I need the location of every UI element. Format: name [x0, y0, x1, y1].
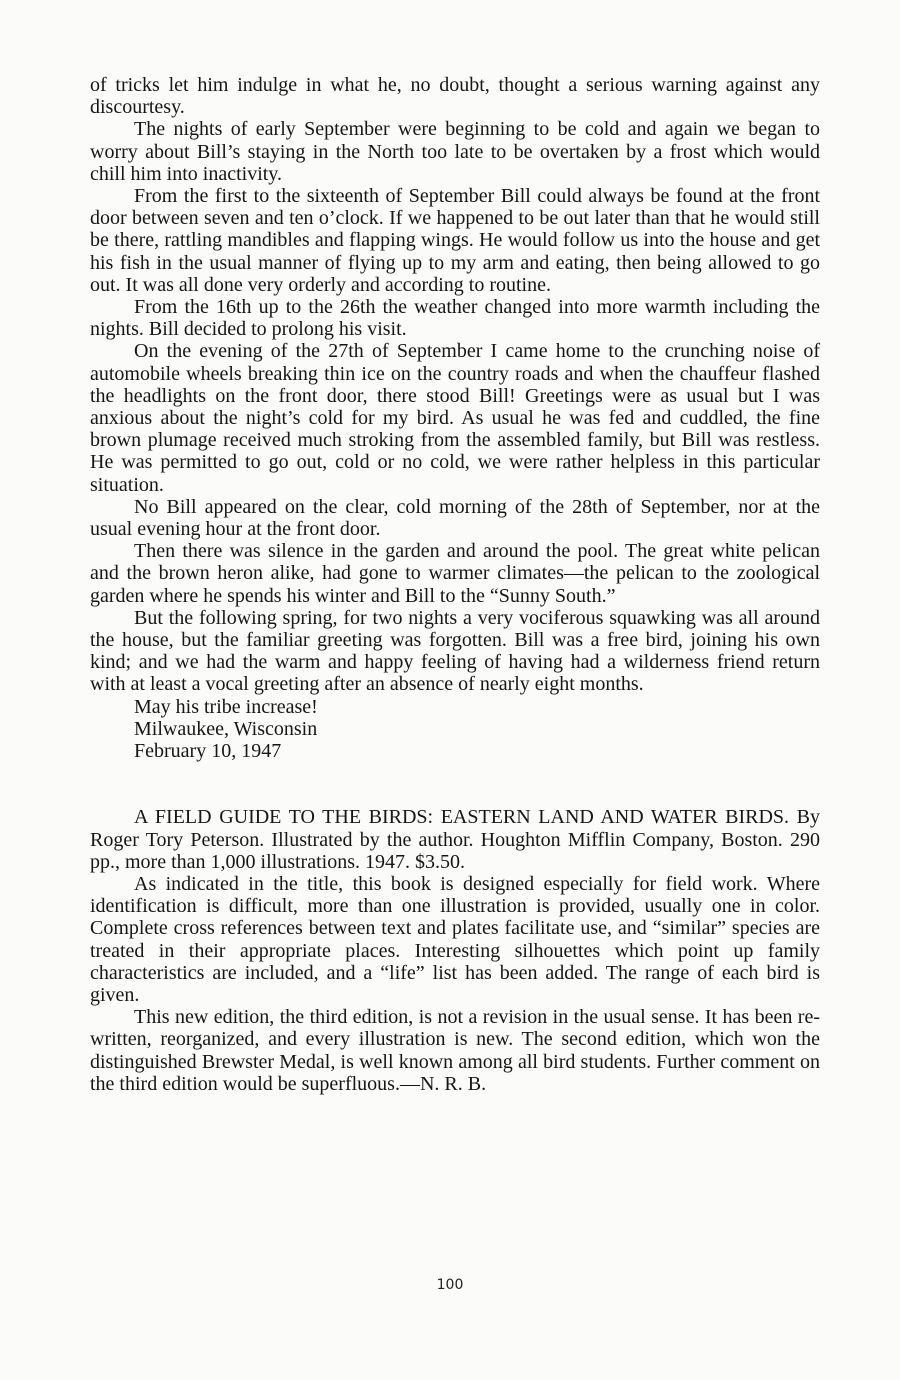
- page-number: 100: [436, 1277, 464, 1293]
- review-heading: A FIELD GUIDE TO THE BIRDS: EASTERN LAND AND WATER BIRDS. By Roger Tory Peterson. Illustrated by the author. Houghton Mifflin Company, Boston. 290 pp., more than 1,000 illustrations. 1947. $3.50.: [90, 806, 820, 873]
- closing-line: May his tribe increase!: [134, 695, 318, 718]
- article-paragraph: But the following spring, for two nights a very vociferous squawking was all around the house, but the familiar greeting was forgotten. Bill was a free bird, joining his own kind; and we had the warm and happy feeling of having had a wilderness friend return with at least a vocal greeting after an absence of nearly eight months.: [90, 606, 820, 696]
- article-paragraph: of tricks let him indulge in what he, no doubt, thought a serious warning against any discourtesy.: [90, 74, 820, 119]
- review-paragraph: This new edition, the third edition, is not a revision in the usual sense. It has been re-written, reorganized, and every illustration is new. The second edition, which won the distinguished Brewster Medal, is well known among all bird students. Further comment on the third edition would be superfluous.—N. R. B.: [90, 1006, 820, 1095]
- article-paragraph: From the first to the sixteenth of September Bill could always be found at the front door between seven and ten o’clock. If we happened to be out later than that he would still be there, rattling mandibles and flapping wings. He would follow us into the house and get his fish in the usual manner of flying up to my arm and eating, then being allowed to go out. It was all done very orderly and according to routine.: [90, 185, 820, 296]
- text-column: [90, 74, 820, 1095]
- article-paragraph: On the evening of the 27th of September I came home to the crunching noise of automobile wheels breaking thin ice on the country roads and when the chauffeur flashed the headlights on the front door, there stood Bill! Greetings were as usual but I was anxious about the night’s cold for my bird. As usual he was fed and cuddled, the fine brown plumage received much stroking from the assembled family, but Bill was restless. He was permitted to go out, cold or no cold, we were rather helpless in this particular situation.: [90, 340, 820, 496]
- signature-place: Milwaukee, Wisconsin: [134, 717, 318, 740]
- article-paragraph: Then there was silence in the garden and around the pool. The great white pelican and the brown heron alike, had gone to warmer climates—the pelican to the zoological garden where he spends his winter and Bill to the “Sunny South.”: [90, 540, 820, 607]
- review-paragraph: As indicated in the title, this book is designed especially for field work. Where identification is difficult, more than one illustration is provided, usually one in color. Complete cross references between text and plates facilitate use, and “similar” species are treated in their appropriate places. Interesting silhouettes which point up family characteristics are included, and a “life” list has been added. The range of each bird is given.: [90, 872, 820, 1006]
- signature-date: February 10, 1947: [134, 740, 282, 763]
- article-paragraph: No Bill appeared on the clear, cold morning of the 28th of September, nor at the usual evening hour at the front door.: [90, 495, 820, 541]
- article-paragraph: From the 16th up to the 26th the weather changed into more warmth including the nights. Bill decided to prolong his visit.: [90, 296, 820, 341]
- article-paragraph: The nights of early September were beginning to be cold and again we began to worry about Bill’s staying in the North too late to be overtaken by a frost which would chill him into inactivity.: [90, 118, 820, 185]
